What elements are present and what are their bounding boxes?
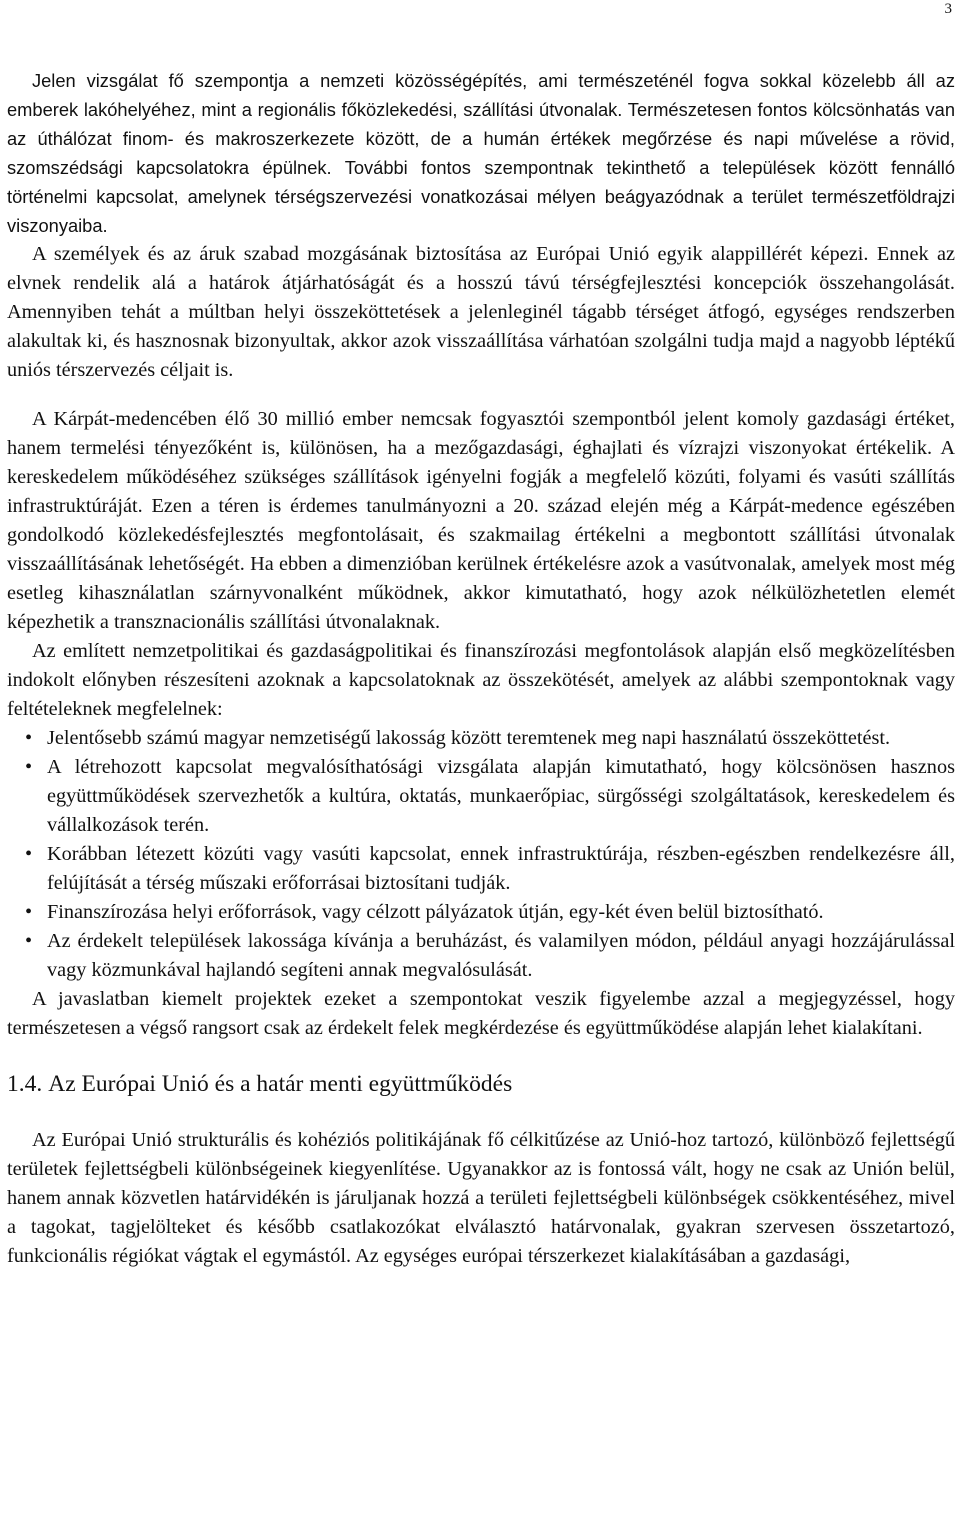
section-heading: [7, 1069, 955, 1099]
bullet-icon: •: [25, 727, 33, 749]
paragraph-eu-free-movement: A személyek és az áruk szabad mozgásának biztosítása az Európai Unió egyik alappillérét képezi. Ennek az elvnek rendelik alá a határok átjárhatóságát és a hosszú távú térségfejlesztési koncepciók összehangolását. Amennyiben tehát a múltban helyi összeköttetések a jelenleginél tágabb térséget átfogó, egységes rendszerben alakultak ki, és hasznosnak bizonyultak, akkor azok visszaállítása várhatóan szolgálni tudja majd a nagyobb léptékű uniós térszervezés céljait is.: [7, 243, 955, 381]
section-title: Az Európai Unió és a határ menti együttműködés: [48, 1071, 513, 1097]
bullet-icon: •: [25, 901, 33, 923]
list-item: [7, 840, 955, 898]
list-item-text: A létrehozott kapcsolat megvalósíthatósági vizsgálata alapján kimutatható, hogy kölcsönösen hasznos együttműködések szervezhetők a kultúra, oktatás, munkaerőpiac, sürgősségi szolgáltatások, kereskedelem és vállalkozások terén.: [47, 756, 955, 836]
criteria-list: [7, 724, 955, 985]
list-item-text: Az érdekelt települések lakossága kívánja a beruházást, és valamilyen módon, például anyagi hozzájárulással vagy közmunkával hajlandó segíteni annak megvalósulását.: [47, 930, 955, 981]
list-item-text: Jelentősebb számú magyar nemzetiségű lakosság között teremtenek meg napi használatú összeköttetést.: [47, 727, 891, 749]
list-item: [7, 724, 955, 753]
bullet-icon: •: [25, 756, 33, 778]
document-body: [7, 66, 955, 1271]
paragraph-eu-cohesion: Az Európai Unió strukturális és kohéziós politikájának fő célkitűzése az Unió-hoz tartozó, különböző fejlettségű területek fejlettségbeli különbségeinek kiegyenlítése. Ugyanakkor az is fontossá vált, hogy ne csak az Unión belül, hanem annak közvetlen határvidékén is járuljanak hozzá a területi fejlettségbeli különbségek csökkentéséhez, mivel a tagokat, tagjelölteket és később csatlakozókat elválasztó határvonalak, gyakran szervesen összetartozó, funkcionális régiókat vágtak el egymástól. Az egységes európai térszerkezet kialakításában a gazdasági,: [7, 1129, 955, 1267]
list-item: [7, 753, 955, 840]
section-number: 1.4.: [7, 1071, 43, 1097]
paragraph-projects: A javaslatban kiemelt projektek ezeket a szempontokat veszik figyelembe azzal a megjegyzéssel, hogy természetesen a végső rangsort csak az érdekelt felek megkérdezése és együttműködése alapján lehet kialakítani.: [7, 988, 955, 1039]
paragraph-carpathian-basin: A Kárpát-medencében élő 30 millió ember nemcsak fogyasztói szempontból jelent komoly gazdasági értéket, hanem termelési tényezőként is, különösen, ha a mezőgazdasági, éghajlati és vízrajzi viszonyokat értékelik. A kereskedelem működéséhez szükséges szállítások igényelni fogják a megfelelő közúti, folyami és vasúti szállítás infrastruktúráját. Ezen a téren is érdemes tanulmányozni a 20. század elején még a Kárpát-medence egészében gondolkodó közlekedésfejlesztés megfontolásait, és szakmailag értékelni a megbontott szállítási útvonalak visszaállításának lehetőségét. Ha ebben a dimenzióban kerülnek értékelésre azok a vasútvonalak, amelyek most még esetleg kihasználatlan szárnyvonalként működnek, akkor kimutatható, hogy azok nélkülözhetetlen elemét képezhetik a transznacionális szállítási útvonalaknak.: [7, 408, 955, 633]
list-item: [7, 898, 955, 927]
bullet-icon: •: [25, 930, 33, 952]
list-item-text: Finanszírozása helyi erőforrások, vagy célzott pályázatok útján, egy-két éven belül biztosítható.: [47, 901, 824, 923]
bullet-icon: •: [25, 843, 33, 865]
list-item-text: Korábban létezett közúti vagy vasúti kapcsolat, ennek infrastruktúrája, részben-egészben rendelkezésre áll, felújítását a térség műszaki erőforrásai biztosítani tudják.: [47, 843, 955, 894]
paragraph-criteria-intro: Az említett nemzetpolitikai és gazdaságpolitikai és finanszírozási megfontolások alapján első megközelítésben indokolt előnyben részesíteni azoknak a kapcsolatoknak az összekötését, amelyek az alábbi szempontoknak vagy feltételeknek megfelelnek:: [7, 640, 955, 720]
list-item: [7, 927, 955, 985]
page-number: 3: [944, 1, 952, 17]
paragraph-intro: Jelen vizsgálat fő szempontja a nemzeti közösségépítés, ami természeténél fogva sokkal közelebb áll az emberek lakóhelyéhez, mint a regionális főközlekedési, szállítási útvonalak. Természetesen fontos kölcsönhatás van az úthálózat finom- és makroszerkezete között, de a humán értékek megőrzése és napi művelése a rövid, szomszédsági kapcsolatokra épülnek. További fontos szempontnak tekinthető a települések között fennálló történelmi kapcsolat, amelynek térségszervezési vonatkozásai mélyen beágyazódnak a terület természetföldrajzi viszonyaiba.: [7, 70, 955, 236]
